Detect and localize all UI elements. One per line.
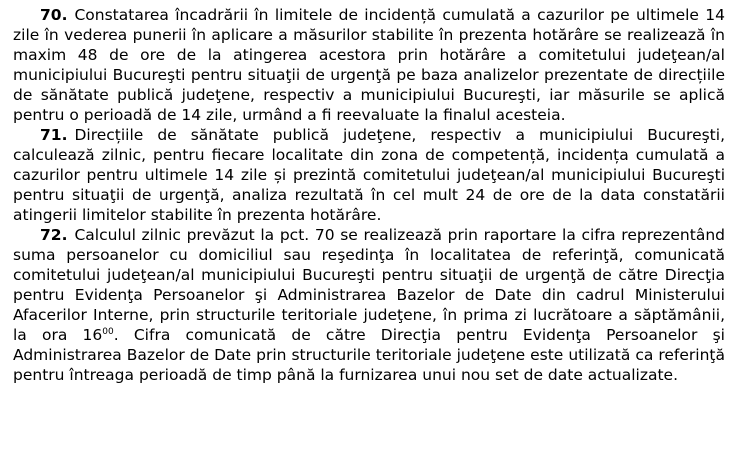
paragraph-72-time-superscript: 00 — [102, 327, 114, 337]
paragraph-72-text-before-superscript: Calculul zilnic prevăzut la pct. 70 se realizează prin raportare la cifra reprezentând suma persoanelor cu domiciliul sau reşedinţa în localitatea de referinţă, comunicată comitetului judeţean/al municipiului Bucureşti pentru situaţii de urgenţă de către Direcţia pentru Evidenţa Persoanelor şi Administrarea Bazelor de Date din cadrul Ministerului Afacerilor Interne, prin structurile teritoriale judeţene, în prima zi lucrătoare a săptămânii, la ora 16 — [13, 226, 725, 344]
paragraph-72-text-after-superscript: . Cifra comunicată de către Direcţia pentru Evidenţa Persoanelor şi Administrarea Bazelor de Date prin structurile teritoriale judeţene este utilizată ca referinţă pentru întreaga perioadă de timp până la furnizarea unui nou set de date actualizate. — [13, 326, 725, 384]
paragraph-72 — [13, 225, 725, 385]
paragraph-71-number: 71. — [40, 126, 68, 144]
paragraph-72-number: 72. — [40, 226, 68, 244]
paragraph-70-number: 70. — [40, 6, 68, 24]
paragraph-70 — [13, 5, 725, 125]
paragraph-71-text: Direcțiile de sănătate publică judeţene, respectiv a municipiului Bucureşti, calculează zilnic, pentru fiecare localitate din zona de competență, incidența cumulată a cazurilor pentru ultimele 14 zile și prezintă comitetului judeţean/al municipiului Bucureşti pentru situaţii de urgenţă, analiza rezultată în cel mult 24 de ore de la data constatării atingerii limitelor stabilite în prezenta hotărâre. — [13, 126, 725, 224]
paragraph-70-text: Constatarea încadrării în limitele de incidență cumulată a cazurilor pe ultimele 14 zile în vederea punerii în aplicare a măsurilor stabilite în prezenta hotărâre se realizează în maxim 48 de ore de la atingerea acestora prin hotărâre a comitetului judeţean/al municipiului Bucureşti pentru situaţii de urgenţă pe baza analizelor prezentate de direcțiile de sănătate publică judeţene, respectiv a municipiului Bucureşti, iar măsurile se aplică pentru o perioadă de 14 zile, urmând a fi reevaluate la finalul acesteia. — [13, 6, 725, 124]
paragraph-71 — [13, 125, 725, 225]
